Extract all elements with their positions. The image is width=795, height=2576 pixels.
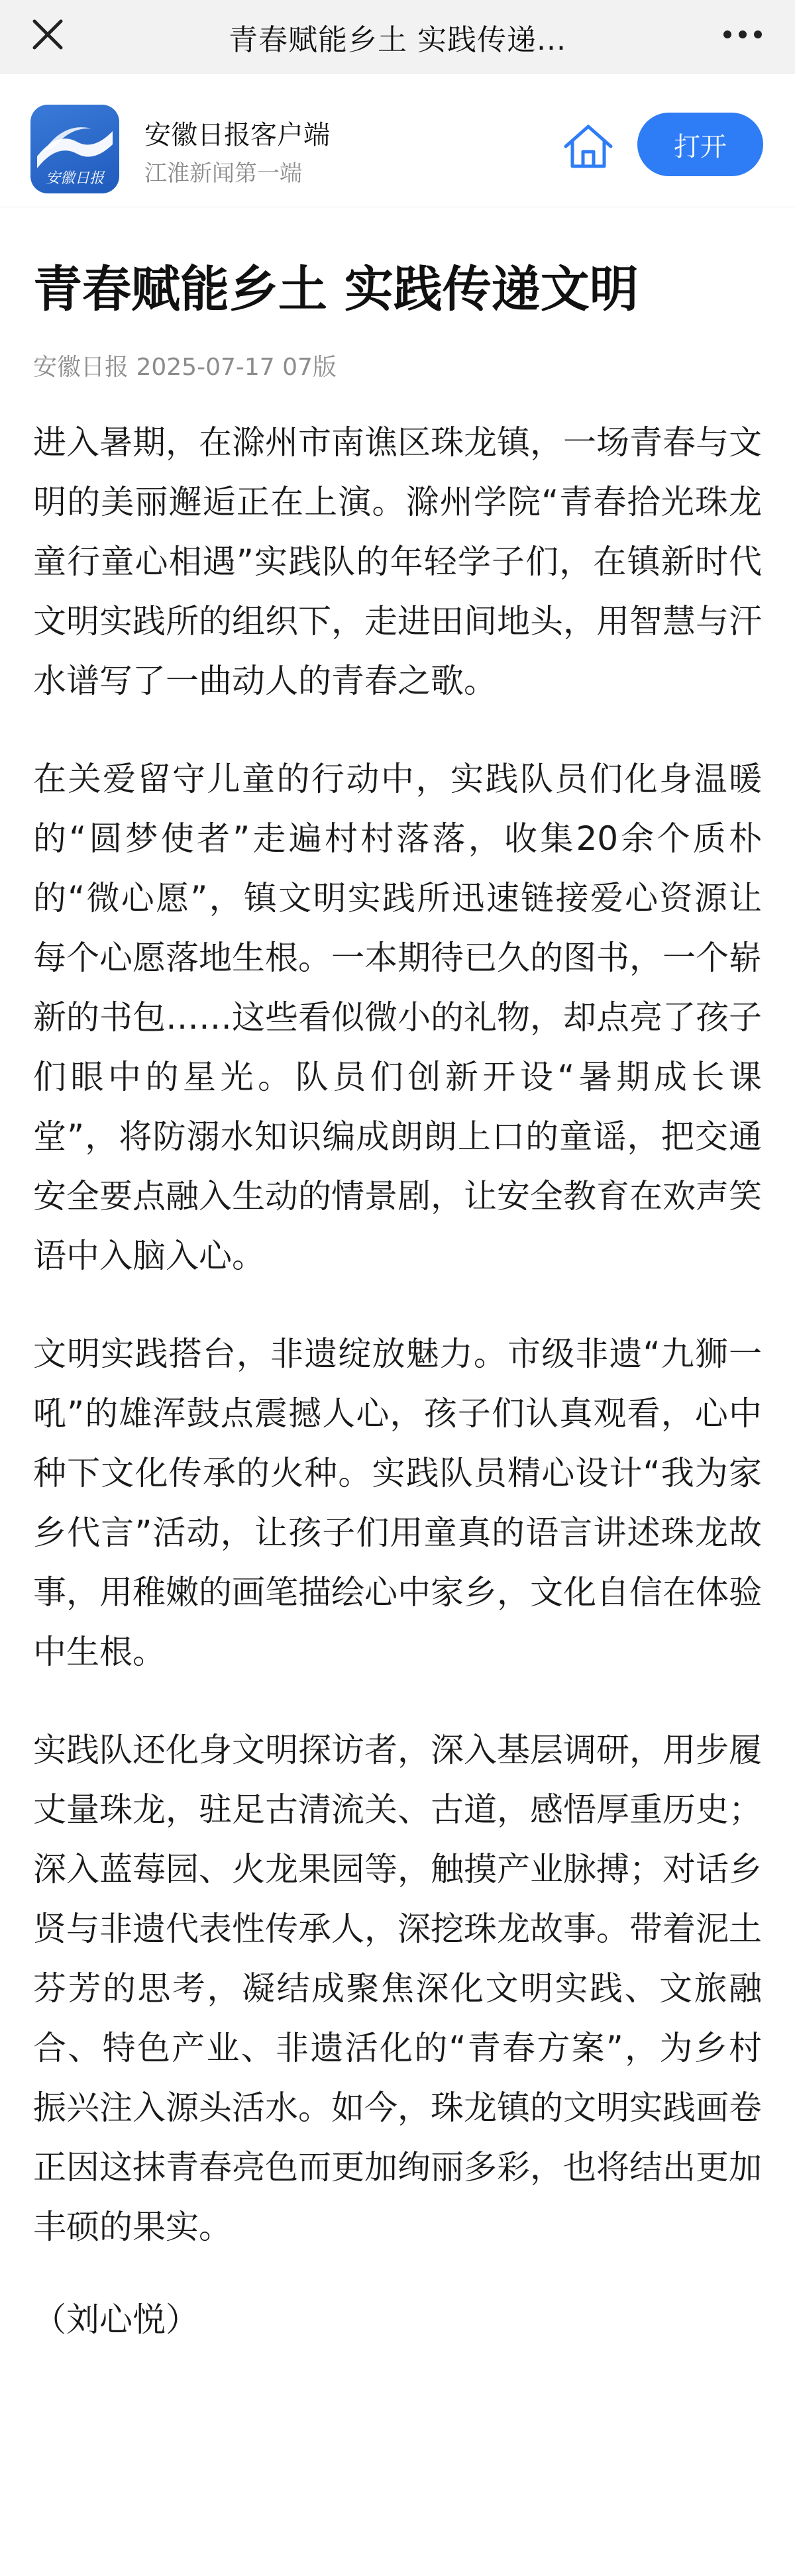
article-source: 安徽日报 [33,354,129,381]
article-paragraph-4: 实践队还化身文明探访者，深入基层调研，用步履丈量珠龙，驻足古清流关、古道，感悟厚重历史；深入蓝莓园、火龙果园等，触摸产业脉搏；对话乡贤与非遗代表性传承人，深挖珠龙故事。带着泥土芬芳的思考，凝结成聚焦深化文明实践、文旅融合、特色产业、非遗活化的“青春方案”，为乡村振兴注入源头活水。如今，珠龙镇的文明实践画卷正因这抹青春亮色而更加绚丽多彩，也将结出更加丰硕的果实。 [33,1731,762,2246]
home-icon [562,123,615,170]
more-options-button[interactable] [719,13,766,56]
article-paragraph-3: 文明实践搭台，非遗绽放魅力。市级非遗“九狮一吼”的雄浑鼓点震撼人心，孩子们认真观看，心中种下文化传承的火种。实践队员精心设计“我为家乡代言”活动，让孩子们用童真的语言讲述珠龙故事，用稚嫩的画笔描绘心中家乡，文化自信在体验中生根。 [33,1335,762,1671]
article [33,207,762,2349]
home-button[interactable] [555,117,621,176]
svg-text:安徽日报: 安徽日报 [45,170,105,187]
app-slogan: 江淮新闻第一端 [144,160,302,187]
app-name: 安徽日报客户端 [144,120,330,150]
app-download-banner [0,74,795,207]
more-dots-icon [722,29,763,40]
article-date-edition: 2025-07-17 07版 [136,354,337,381]
page-title: 青春赋能乡土 实践传递... [229,23,566,57]
anhui-daily-logo-icon [30,105,119,193]
open-app-button[interactable]: 打开 [637,113,763,176]
app-logo [30,105,119,193]
article-headline: 青春赋能乡土 实践传递文明 [33,261,639,318]
article-author: （刘心悦） [33,2300,199,2339]
article-paragraph-1: 进入暑期，在滁州市南谯区珠龙镇，一场青春与文明的美丽邂逅正在上演。滁州学院“青春拾光珠龙 童行童心相遇”实践队的年轻学子们，在镇新时代文明实践所的组织下，走进田间地头，用智慧与汗水谱写了一曲动人的青春之歌。 [33,423,762,700]
top-navigation-bar [0,0,795,74]
close-icon [30,17,65,52]
close-button[interactable] [26,13,69,56]
article-paragraph-2: 在关爱留守儿童的行动中，实践队员们化身温暖的“圆梦使者”走遍村村落落，收集20余个质朴的“微心愿”，镇文明实践所迅速链接爱心资源让每个心愿落地生根。一本期待已久的图书，一个崭新的书包……这些看似微小的礼物，却点亮了孩子们眼中的星光。队员们创新开设“暑期成长课堂”，将防溺水知识编成朗朗上口的童谣，把交通安全要点融入生动的情景剧，让安全教育在欢声笑语中入脑入心。 [33,760,762,1275]
article-meta [33,348,762,382]
